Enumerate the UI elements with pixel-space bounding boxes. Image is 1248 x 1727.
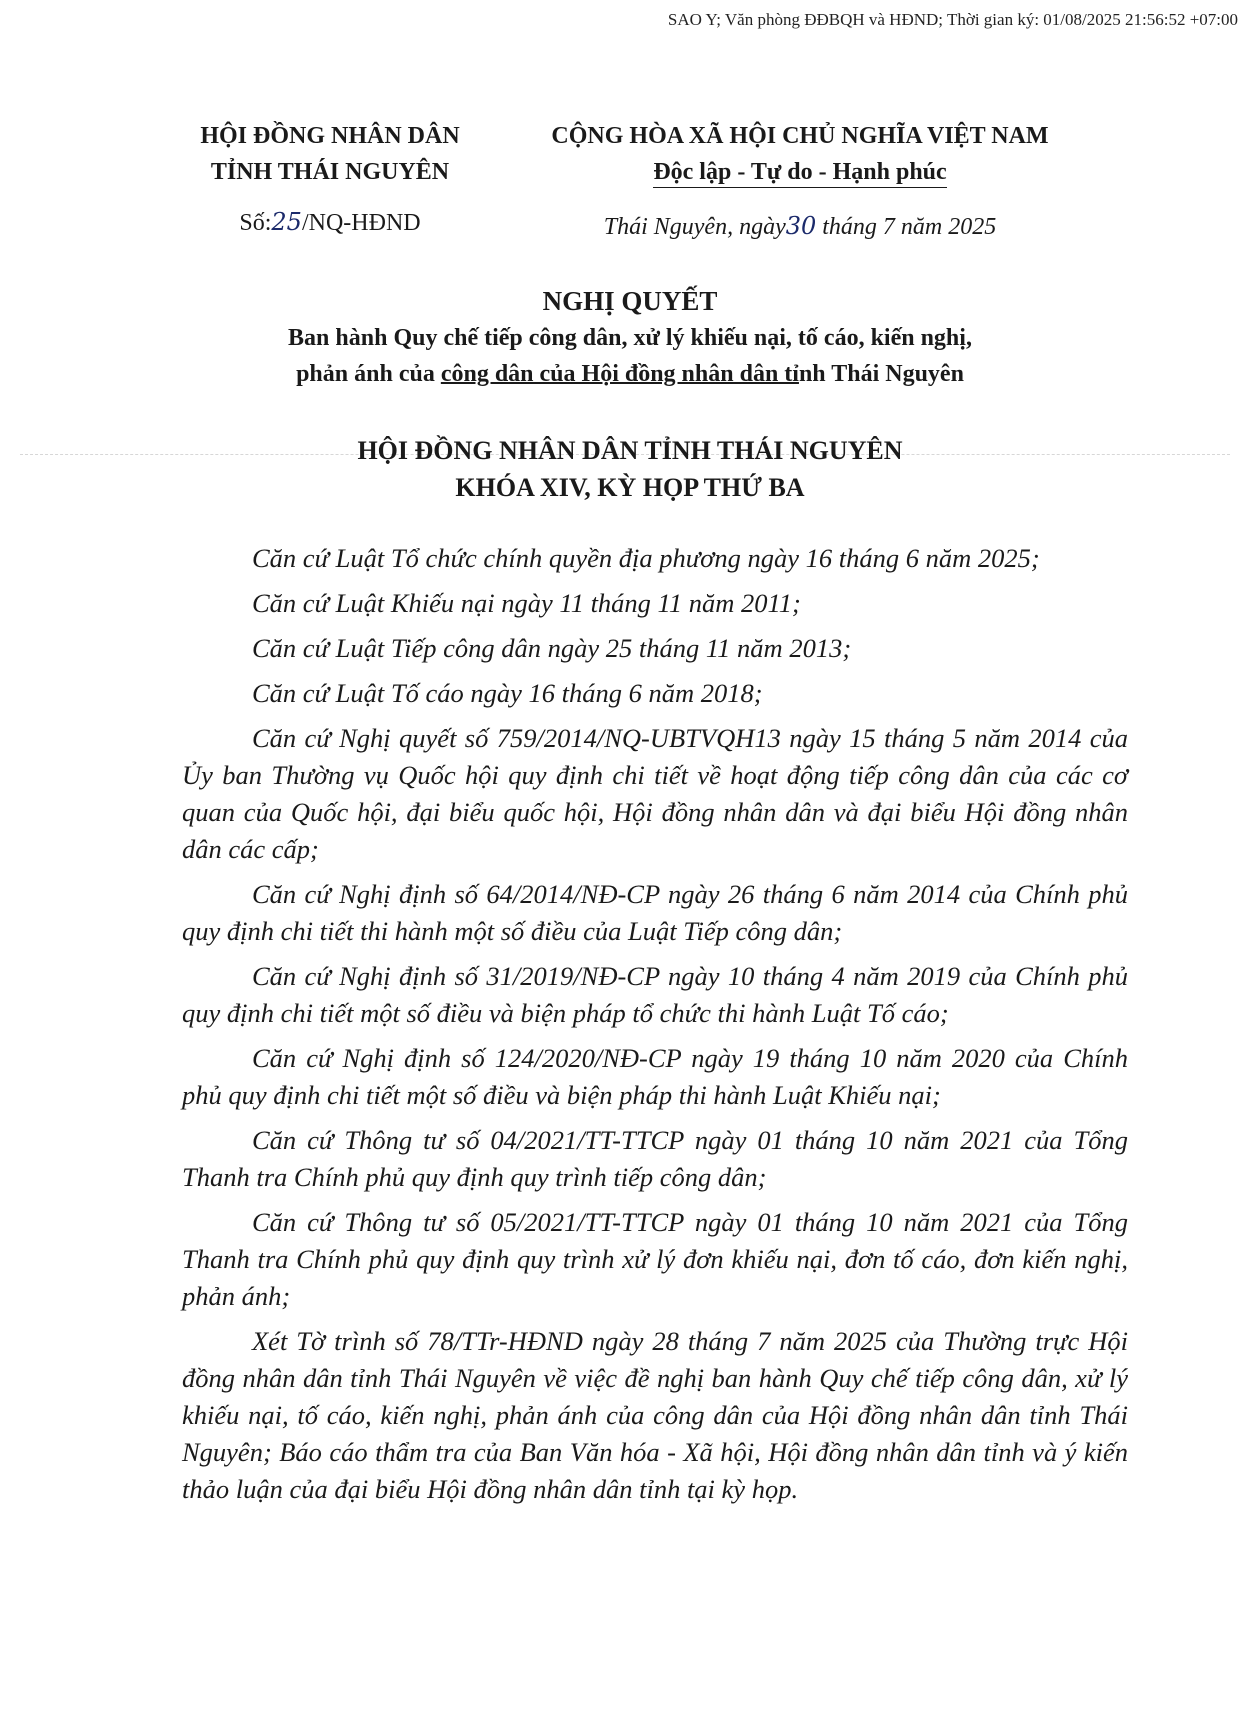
legal-basis-paragraph: Căn cứ Luật Khiếu nại ngày 11 tháng 11 năm 2011; xyxy=(252,588,801,618)
council-session: KHÓA XIV, KỲ HỌP THỨ BA xyxy=(455,473,805,502)
resolution-heading: NGHỊ QUYẾT xyxy=(542,286,718,316)
digital-signature-stamp: SAO Y; Văn phòng ĐĐBQH và HĐND; Thời gian ký: 01/08/2025 21:56:52 +07:00 xyxy=(667,10,1238,29)
legal-basis-paragraph: Căn cứ Nghị định số 124/2020/NĐ-CP ngày 19 tháng 10 năm 2020 của Chính phủ quy định chi tiết một số điều và biện pháp thi hành Luật Khiếu nại; xyxy=(182,1043,1128,1110)
national-motto: Độc lập - Tự do - Hạnh phúc xyxy=(653,157,946,188)
resolution-subtitle-line-2 xyxy=(130,356,1130,392)
subtitle-part-c: nh Thái Nguyên xyxy=(798,361,964,387)
issuer-block xyxy=(160,118,500,241)
legal-basis-paragraph: Căn cứ Nghị định số 64/2014/NĐ-CP ngày 26 tháng 6 năm 2014 của Chính phủ quy định chi tiết thi hành một số điều của Luật Tiếp công dân; xyxy=(182,879,1128,946)
legal-basis-paragraph: Căn cứ Luật Tố cáo ngày 16 tháng 6 năm 2018; xyxy=(252,678,763,708)
issuer-line-1: HỘI ĐỒNG NHÂN DÂN xyxy=(200,123,460,149)
legal-basis-paragraph: Căn cứ Thông tư số 04/2021/TT-TTCP ngày 01 tháng 10 năm 2021 của Tổng Thanh tra Chính phủ quy định quy trình tiếp công dân; xyxy=(182,1125,1128,1192)
resolution-title xyxy=(130,282,1130,392)
consideration-paragraph: Xét Tờ trình số 78/TTr-HĐND ngày 28 tháng 7 năm 2025 của Thường trực Hội đồng nhân dân tỉnh Thái Nguyên về việc đề nghị ban hành Quy chế tiếp công dân, xử lý khiếu nại, tố cáo, kiến nghị, phản ánh của công dân của Hội đồng nhân dân tỉnh Thái Nguyên; Báo cáo thẩm tra của Ban Văn hóa - Xã hội, Hội đồng nhân dân tỉnh và ý kiến thảo luận của đại biểu Hội đồng nhân dân tỉnh tại kỳ họp. xyxy=(182,1326,1128,1504)
issue-date-day-handwritten: 30 xyxy=(785,212,817,240)
council-name: HỘI ĐỒNG NHÂN DÂN TỈNH THÁI NGUYÊN xyxy=(357,436,903,465)
issuer-line-2: TỈNH THÁI NGUYÊN xyxy=(210,159,450,185)
subtitle-part-underlined: công dân của Hội đồng nhân dân tỉ xyxy=(440,361,799,387)
legal-basis-paragraph: Căn cứ Nghị định số 31/2019/NĐ-CP ngày 10 tháng 4 năm 2019 của Chính phủ quy định chi tiết một số điều và biện pháp tổ chức thi hành Luật Tố cáo; xyxy=(182,961,1128,1028)
legal-basis-paragraph: Căn cứ Luật Tiếp công dân ngày 25 tháng 11 năm 2013; xyxy=(252,633,852,663)
issue-date-suffix: tháng 7 năm 2025 xyxy=(816,214,997,240)
national-header xyxy=(510,118,1090,245)
legal-basis-paragraph: Căn cứ Luật Tổ chức chính quyền địa phương ngày 16 tháng 6 năm 2025; xyxy=(252,543,1040,573)
national-title: CỘNG HÒA XÃ HỘI CHỦ NGHĨA VIỆT NAM xyxy=(551,123,1049,149)
legal-basis-paragraph: Căn cứ Nghị quyết số 759/2014/NQ-UBTVQH13 ngày 15 tháng 5 năm 2014 của Ủy ban Thường vụ Quốc hội quy định chi tiết về hoạt động tiếp công dân của các cơ quan của Quốc hội, đại biểu quốc hội, Hội đồng nhân dân và đại biểu Hội đồng nhân dân các cấp; xyxy=(182,723,1128,864)
legal-basis-paragraph: Căn cứ Thông tư số 05/2021/TT-TTCP ngày 01 tháng 10 năm 2021 của Tổng Thanh tra Chính phủ quy định quy trình xử lý đơn khiếu nại, đơn tố cáo, đơn kiến nghị, phản ánh; xyxy=(182,1207,1128,1311)
subtitle-part-a: phản ánh của xyxy=(296,361,441,387)
issue-date xyxy=(510,208,1090,245)
resolution-subtitle-line-1: Ban hành Quy chế tiếp công dân, xử lý khiếu nại, tố cáo, kiến nghị, xyxy=(288,325,972,351)
document-number-suffix: /NQ-HĐND xyxy=(301,210,421,236)
council-heading xyxy=(130,432,1130,506)
document-number-handwritten: 25 xyxy=(271,208,302,236)
document-number-prefix: Số: xyxy=(239,210,272,236)
document-number xyxy=(160,204,500,241)
legal-basis-section xyxy=(182,540,1128,1516)
issue-date-prefix: Thái Nguyên, ngày xyxy=(603,214,786,240)
